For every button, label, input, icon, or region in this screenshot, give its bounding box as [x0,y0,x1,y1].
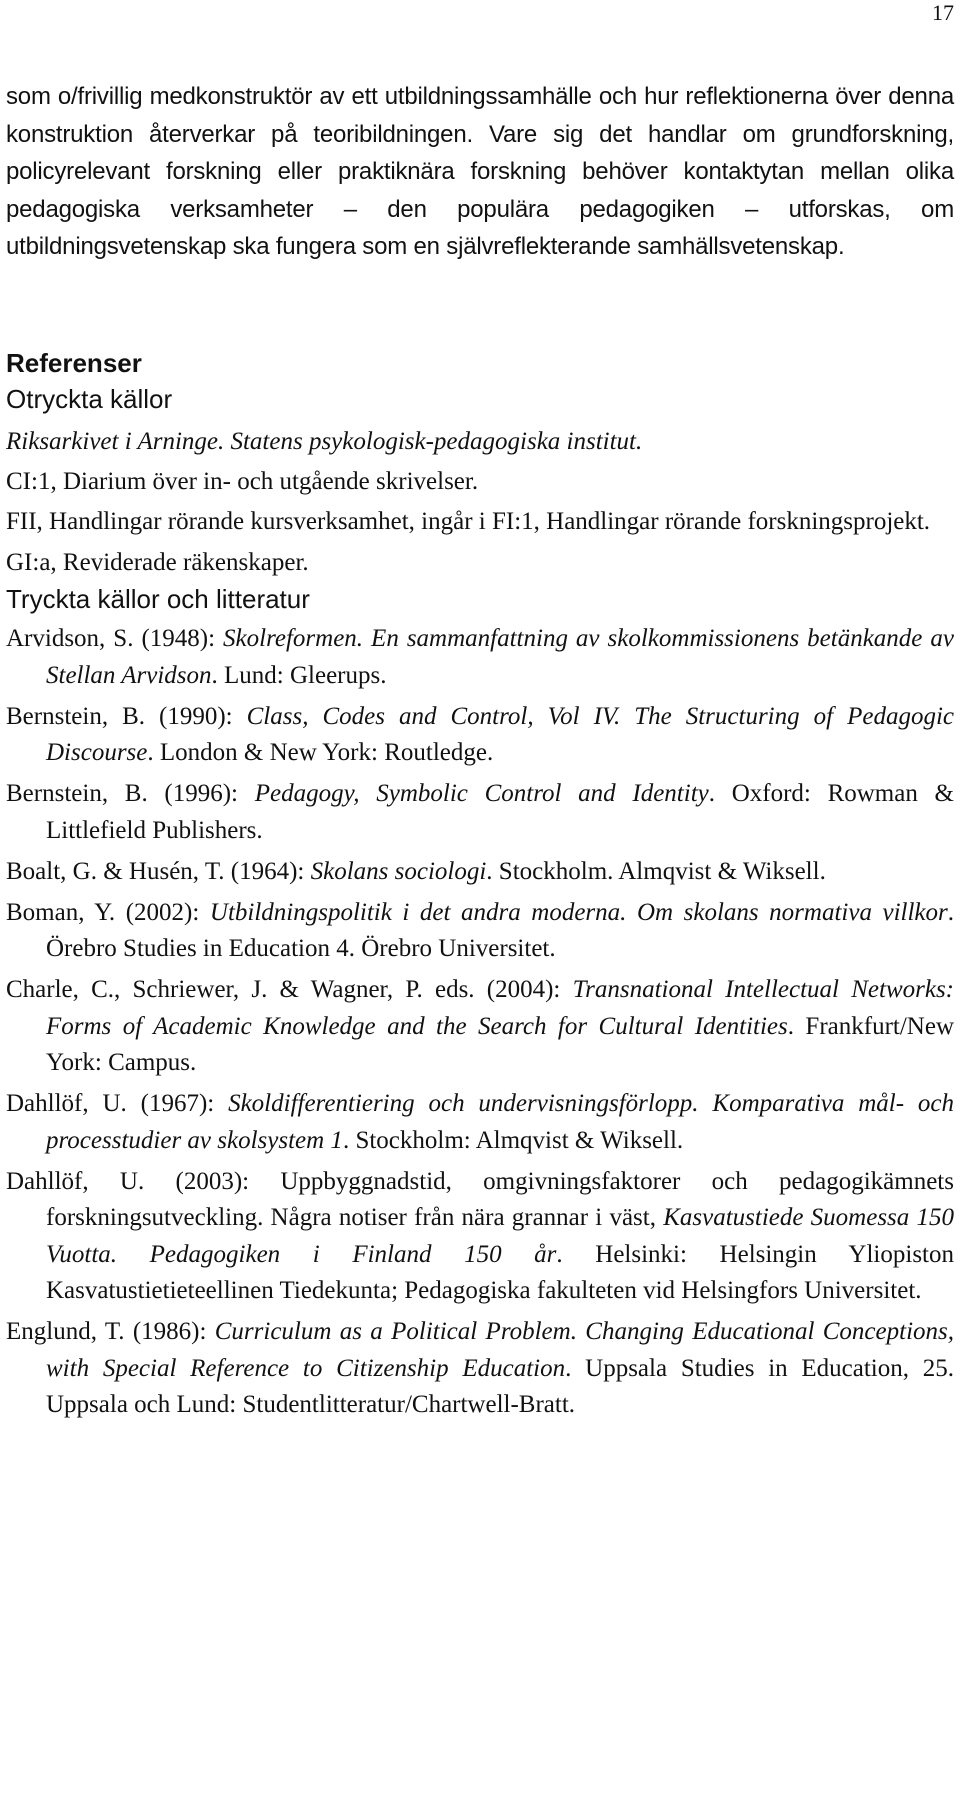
reference-entry [6,895,954,968]
archive-entry: CI:1, Diarium över in- och utgående skrivelser. [6,467,479,495]
reference-entry [6,699,954,772]
reference-title: Pedagogy, Symbolic Control and Identity [254,780,709,807]
reference-publisher: . Frankfurt/New York: Campus. [46,1012,954,1076]
unprinted-sources-heading: Otryckta källor [6,383,173,414]
reference-title: Kasvatustiede Suomessa 150 Vuotta. Pedagogiken i Finland 150 år [46,1204,954,1268]
reference-author-year: Arvidson, S. (1948): [6,625,224,652]
reference-publisher: . London & New York: Routledge. [147,739,494,766]
reference-publisher: . Uppsala Studies in Education, 25. Uppsala och Lund: Studentlitteratur/Chartwell-Bratt. [46,1354,954,1418]
reference-title: Utbildningspolitik i det andra moderna. Om skolans normativa villkor [209,898,948,926]
reference-entry [6,1314,954,1424]
reference-entry [6,972,954,1082]
page-content [6,78,954,1424]
reference-title: Skoldifferentiering och undervisningsförlopp. Komparativa mål- och processtudier av skolsystem 1 [46,1090,954,1154]
reference-author-year: Charle, C., Schriewer, J. & Wagner, P. eds. (2004): [6,976,573,1003]
reference-author-year: Bernstein, B. (1990): [6,702,247,730]
reference-author-year: Boman, Y. (2002): [6,898,210,926]
reference-author-year: Dahllöf, U. (2003): Uppbyggnadstid, omgivningsfaktorer och pedagogikämnets forskningsutveckling. Några notiser från nära grannar i väst, [6,1167,954,1231]
printed-sources-list [6,621,954,1424]
reference-author-year: Bernstein, B. (1996): [6,780,255,807]
references-heading: Referenser [6,347,142,378]
intro-paragraph: som o/frivillig medkonstruktör av ett utbildningssamhälle och hur reflektionerna över denna konstruktion återverkar på teoribildningen. Vare sig det handlar om grundforskning, policyrelevant forskning eller praktiknära forskning behöver kontaktytan mellan olika pedagogiska verksamheter – den populära pedagogiken – utforskas, om utbildningsvetenskap ska fungera som en självreflekterande samhällsvetenskap. [6,83,954,260]
archive-entry: FII, Handlingar rörande kursverksamhet, ingår i FI:1, Handlingar rörande forskningsprojekt. [6,508,931,535]
reference-publisher: . Stockholm: Almqvist & Wiksell. [342,1126,684,1154]
reference-publisher: . Helsinki: Helsingin Yliopiston Kasvatustietieteellinen Tiedekunta; Pedagogiska fakulteten vid Helsingfors Universitet. [46,1240,954,1304]
page-number: 17 [932,0,954,25]
reference-title: Transnational Intellectual Networks: Forms of Academic Knowledge and the Search for Cultural Identities [46,976,955,1040]
reference-title: Curriculum as a Political Problem. Changing Educational Conceptions, with Special Reference to Citizenship Education [46,1318,954,1382]
reference-author-year: Dahllöf, U. (1967): [6,1090,229,1117]
reference-title: Skolreformen. En sammanfattning av skolkommissionens betänkande av Stellan Arvidson [46,625,954,689]
reference-entry [6,1164,954,1310]
printed-sources-heading: Tryckta källor och litteratur [6,584,310,614]
reference-publisher: . Lund: Gleerups. [211,661,387,689]
reference-entry [6,854,954,891]
reference-publisher: . Stockholm. Almqvist & Wiksell. [486,857,826,885]
reference-author-year: Boalt, G. & Husén, T. (1964): [6,857,311,885]
reference-publisher: . Örebro Studies in Education 4. Örebro Universitet. [46,898,955,962]
reference-title: Class, Codes and Control, Vol IV. The Structuring of Pedagogic Discourse [46,702,954,766]
reference-entry [6,1086,954,1159]
reference-author-year: Englund, T. (1986): [6,1318,215,1345]
reference-publisher: . Oxford: Rowman & Littlefield Publishers. [46,780,954,844]
reference-entry [6,621,954,694]
archive-entry: GI:a, Reviderade räkenskaper. [6,548,309,576]
reference-title: Skolans sociologi [310,857,487,885]
unprinted-sources-list [6,464,954,582]
archive-name: Riksarkivet i Arninge. Statens psykologisk-pedagogiska institut. [6,427,643,455]
reference-entry [6,776,954,849]
